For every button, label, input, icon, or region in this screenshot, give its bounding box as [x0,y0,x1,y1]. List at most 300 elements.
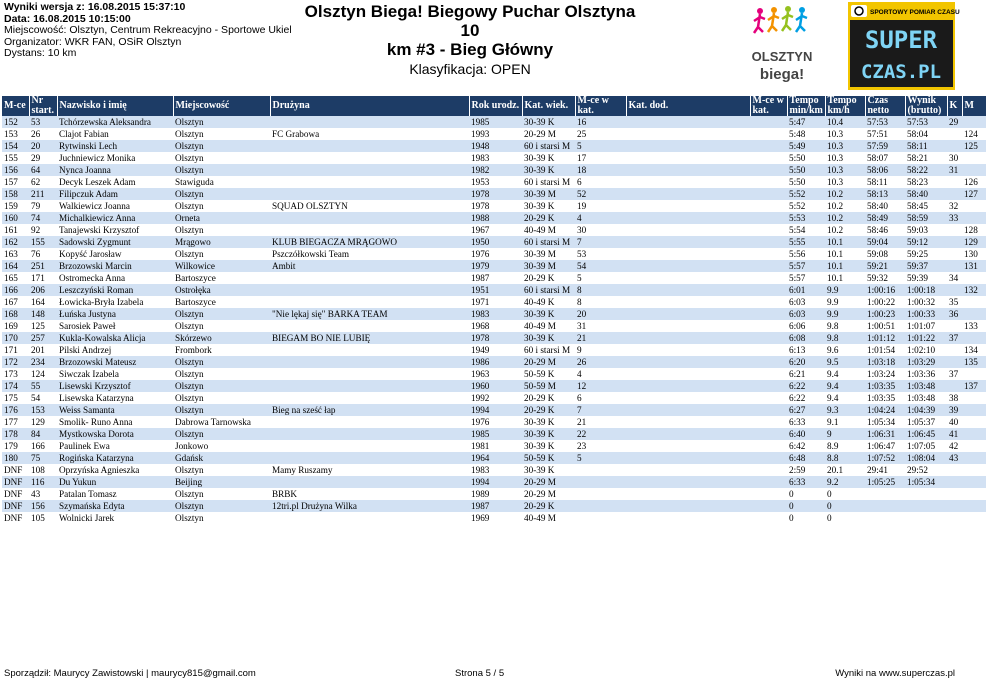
table-cell: Olsztyn [173,320,270,332]
table-cell: Olsztyn [173,164,270,176]
footer-page-number: Strona 5 / 5 [455,668,505,679]
table-cell: 30-39 K [522,464,575,476]
table-cell: 8.8 [825,452,865,464]
table-cell [962,116,986,128]
table-cell [270,140,469,152]
biega-logo-text: biega! [759,66,805,83]
table-cell: 40-49 M [522,224,575,236]
table-cell: 59:08 [865,248,905,260]
table-cell: 1:03:29 [905,356,947,368]
table-cell: 9.8 [825,332,865,344]
table-cell: 1983 [469,152,522,164]
table-row [2,164,986,176]
table-cell [626,296,750,308]
table-row [2,320,986,332]
table-cell: 8 [575,296,626,308]
table-cell: 1:06:45 [905,428,947,440]
table-cell [270,152,469,164]
table-cell: Smolik- Runo Anna [57,416,173,428]
table-cell: 52 [575,188,626,200]
table-cell: 20.1 [825,464,865,476]
table-cell: 1978 [469,200,522,212]
table-cell: 166 [2,284,29,296]
table-cell: Juchniewicz Monika [57,152,173,164]
table-cell: Olsztyn [173,308,270,320]
table-cell: Paulinek Ewa [57,440,173,452]
table-cell: 9.6 [825,344,865,356]
table-cell: 1:04:39 [905,404,947,416]
column-header: Rok urodz. [469,96,522,116]
table-cell: 1:00:33 [905,308,947,320]
table-cell [575,512,626,524]
table-cell: 21 [575,416,626,428]
table-cell: 59:03 [905,224,947,236]
event-info [4,2,292,60]
table-cell: 5:53 [787,212,825,224]
table-cell: Brzozowski Mateusz [57,356,173,368]
table-cell [750,332,787,344]
table-cell: 9.1 [825,416,865,428]
table-cell: 58:11 [865,176,905,188]
table-cell: Olsztyn [173,404,270,416]
table-cell [962,200,986,212]
table-cell: 20-29 M [522,488,575,500]
table-row [2,452,986,464]
table-cell: 5:57 [787,272,825,284]
table-cell: 1:03:48 [905,380,947,392]
table-cell: Decyk Leszek Adam [57,176,173,188]
table-cell: 0 [825,512,865,524]
table-cell: Kukla-Kowalska Alicja [57,332,173,344]
table-cell [626,320,750,332]
super-tagline: SPORTOWY POMIAR CZASU [870,9,960,16]
table-cell [270,116,469,128]
table-cell: 6:08 [787,332,825,344]
table-cell: 9.4 [825,368,865,380]
table-cell: FC Grabowa [270,128,469,140]
table-cell: 116 [29,476,57,488]
table-row [2,404,986,416]
table-cell: Mystkowska Dorota [57,428,173,440]
table-cell: 58:40 [905,188,947,200]
table-cell: 16 [575,116,626,128]
table-cell: Lisewska Katarzyna [57,392,173,404]
table-row [2,176,986,188]
table-cell: BIEGAM BO NIE LUBIĘ [270,332,469,344]
table-cell: 5:50 [787,164,825,176]
table-cell: 58:07 [865,152,905,164]
table-cell [626,284,750,296]
table-cell: 172 [2,356,29,368]
table-cell: 125 [962,140,986,152]
table-cell: 6:03 [787,308,825,320]
table-cell [962,428,986,440]
table-cell: 128 [962,224,986,236]
table-cell: 156 [2,164,29,176]
table-cell [750,296,787,308]
table-cell: 58:59 [905,212,947,224]
olsztyn-biega-logo [752,3,812,87]
table-cell: Filipczuk Adam [57,188,173,200]
table-cell: 1:07:05 [905,440,947,452]
table-cell: 148 [29,308,57,320]
table-cell: 5:52 [787,200,825,212]
table-cell: Tanajewski Krzysztof [57,224,173,236]
table-cell [750,392,787,404]
table-cell: 164 [29,296,57,308]
table-cell: 5:49 [787,140,825,152]
table-header-row [2,96,986,116]
table-cell [626,332,750,344]
table-cell: Ambit [270,260,469,272]
table-cell: 31 [575,320,626,332]
table-cell [962,440,986,452]
table-cell [270,416,469,428]
table-cell: 1:02:10 [905,344,947,356]
table-cell: BRBK [270,488,469,500]
table-cell: 176 [2,404,29,416]
table-cell: 168 [2,308,29,320]
table-cell: Kopyść Jarosław [57,248,173,260]
table-cell: 1:00:16 [865,284,905,296]
table-cell [270,164,469,176]
table-cell: 40-49 M [522,512,575,524]
table-cell: Olsztyn [173,116,270,128]
table-cell [962,368,986,380]
table-row [2,116,986,128]
table-cell: Walkiewicz Joanna [57,200,173,212]
table-cell: "Nie lękaj się" BARKA TEAM [270,308,469,320]
table-cell: 30-39 M [522,188,575,200]
table-cell: 1:06:47 [865,440,905,452]
table-cell [626,116,750,128]
table-cell: 1960 [469,380,522,392]
table-cell: Ostromecka Anna [57,272,173,284]
table-row [2,416,986,428]
table-cell: 133 [962,320,986,332]
table-cell: 154 [2,140,29,152]
table-cell [270,212,469,224]
table-row [2,212,986,224]
table-cell: Olsztyn [173,500,270,512]
table-cell [270,320,469,332]
table-cell: 2:59 [787,464,825,476]
table-cell: 5:54 [787,224,825,236]
table-cell: Brzozowski Marcin [57,260,173,272]
table-cell: 10.1 [825,260,865,272]
table-cell: 20-29 K [522,212,575,224]
table-cell: 153 [29,404,57,416]
table-cell [947,320,962,332]
table-cell [750,116,787,128]
table-cell: Wolnicki Jarek [57,512,173,524]
table-cell: Frombork [173,344,270,356]
table-cell: 50-59 K [522,368,575,380]
table-cell [962,512,986,524]
table-cell: 1951 [469,284,522,296]
table-cell: 20 [29,140,57,152]
table-row [2,356,986,368]
table-cell: 57:53 [865,116,905,128]
table-cell: 1:03:36 [905,368,947,380]
table-row [2,500,986,512]
table-cell: 36 [947,308,962,320]
table-cell: DNF [2,464,29,476]
table-cell: Szymańska Edyta [57,500,173,512]
table-cell: 58:04 [905,128,947,140]
table-cell: 159 [2,200,29,212]
table-cell: 1:03:35 [865,392,905,404]
table-cell [626,188,750,200]
table-cell: 59:12 [905,236,947,248]
table-cell [947,140,962,152]
table-cell: 1:00:22 [865,296,905,308]
table-cell: 1986 [469,356,522,368]
table-cell: Pilski Andrzej [57,344,173,356]
table-cell: Olsztyn [173,428,270,440]
table-cell: Olsztyn [173,224,270,236]
table-cell: 1969 [469,512,522,524]
table-cell: 134 [962,344,986,356]
table-cell: 20-29 M [522,128,575,140]
table-cell: 5:52 [787,188,825,200]
table-cell: 126 [962,176,986,188]
table-cell: 10.2 [825,200,865,212]
table-cell [905,488,947,500]
table-cell: 135 [962,356,986,368]
table-cell: 1948 [469,140,522,152]
table-cell: 9.4 [825,392,865,404]
table-cell [962,152,986,164]
table-cell: 178 [2,428,29,440]
table-cell: 9.2 [825,476,865,488]
table-cell [626,512,750,524]
table-cell [626,200,750,212]
table-cell: 9.5 [825,356,865,368]
table-cell: 21 [575,332,626,344]
table-cell: 6 [575,392,626,404]
table-cell: 10.3 [825,164,865,176]
table-row [2,308,986,320]
table-cell: 155 [2,152,29,164]
table-cell: 160 [2,212,29,224]
table-cell [750,200,787,212]
table-cell: 1:03:24 [865,368,905,380]
table-cell: 20 [575,308,626,320]
table-cell: 6:33 [787,476,825,488]
table-cell: Michalkiewicz Anna [57,212,173,224]
table-cell [575,464,626,476]
table-cell: 161 [2,224,29,236]
table-cell [626,128,750,140]
table-cell: 1:01:22 [905,332,947,344]
table-cell: 157 [2,176,29,188]
table-cell: 9.8 [825,320,865,332]
table-row [2,188,986,200]
table-cell: 1:07:52 [865,452,905,464]
table-cell: 1976 [469,416,522,428]
table-cell: Jonkowo [173,440,270,452]
table-cell [270,272,469,284]
table-cell [626,416,750,428]
table-cell: 0 [825,488,865,500]
table-cell [750,164,787,176]
table-cell: 30 [575,224,626,236]
table-cell: 170 [2,332,29,344]
table-cell [750,212,787,224]
table-cell: 29 [29,152,57,164]
table-cell: Ostrołęka [173,284,270,296]
table-cell [575,476,626,488]
table-cell [947,464,962,476]
table-cell: Bartoszyce [173,272,270,284]
table-cell: 58:22 [905,164,947,176]
table-cell: 1:05:25 [865,476,905,488]
table-cell: Olsztyn [173,512,270,524]
table-cell: 57:53 [905,116,947,128]
table-cell: 29 [947,116,962,128]
table-cell [626,488,750,500]
table-cell: 4 [575,368,626,380]
table-cell [962,332,986,344]
table-cell: Skórzewo [173,332,270,344]
table-cell: 12tri.pl Drużyna Wilka [270,500,469,512]
table-cell: Lisewski Krzysztof [57,380,173,392]
table-cell: Tchórzewska Aleksandra [57,116,173,128]
table-cell: 9.9 [825,308,865,320]
table-cell: 1985 [469,428,522,440]
table-cell: Patalan Tomasz [57,488,173,500]
table-cell [750,128,787,140]
table-cell: Orneta [173,212,270,224]
table-cell: 10.1 [825,248,865,260]
table-cell [750,416,787,428]
table-cell: DNF [2,488,29,500]
table-cell: 1994 [469,404,522,416]
table-cell: 5:55 [787,236,825,248]
table-cell: 60 i starsi M [522,344,575,356]
table-row [2,488,986,500]
table-cell: 10.1 [825,236,865,248]
table-cell: 1:04:24 [865,404,905,416]
table-cell: 9.4 [825,380,865,392]
table-cell: 20-29 M [522,476,575,488]
table-cell [947,488,962,500]
table-cell [750,440,787,452]
table-cell: 60 i starsi M [522,140,575,152]
table-cell: 158 [2,188,29,200]
table-cell [962,308,986,320]
table-cell: 40-49 K [522,296,575,308]
table-cell: 54 [29,392,57,404]
table-cell [865,500,905,512]
table-cell [270,188,469,200]
table-cell: 7 [575,236,626,248]
table-cell: Mamy Ruszamy [270,464,469,476]
table-cell: 58:49 [865,212,905,224]
table-cell: 0 [787,500,825,512]
table-row [2,476,986,488]
table-cell: 30-39 M [522,260,575,272]
table-cell [947,248,962,260]
table-cell: 169 [2,320,29,332]
table-cell: Nynca Joanna [57,164,173,176]
table-cell [626,452,750,464]
table-cell: 1971 [469,296,522,308]
table-cell: 6:22 [787,392,825,404]
table-cell [905,500,947,512]
table-cell: 1981 [469,440,522,452]
table-cell [626,344,750,356]
table-cell: 6:06 [787,320,825,332]
column-header: M [962,96,986,116]
table-cell [947,188,962,200]
event-date: Data: 16.08.2015 10:15:00 [4,12,131,25]
table-cell: 1967 [469,224,522,236]
table-cell: 1:06:31 [865,428,905,440]
table-cell [962,272,986,284]
table-cell [947,476,962,488]
table-cell: 59:32 [865,272,905,284]
table-cell: 59:21 [865,260,905,272]
table-cell: 1:01:54 [865,344,905,356]
table-cell: KLUB BIEGACZA MRĄGOWO [270,236,469,248]
table-cell [270,368,469,380]
table-row [2,428,986,440]
table-cell: 58:45 [905,200,947,212]
table-cell: 234 [29,356,57,368]
column-header: Kat. dod. [626,96,750,116]
table-cell [270,392,469,404]
table-row [2,332,986,344]
table-cell [270,356,469,368]
table-cell: 5:50 [787,176,825,188]
table-cell: 166 [29,440,57,452]
table-cell: 167 [2,296,29,308]
table-cell: 9 [825,428,865,440]
table-cell: Rytwinski Lech [57,140,173,152]
table-cell: 34 [947,272,962,284]
table-cell: 7 [575,404,626,416]
table-cell: 59:37 [905,260,947,272]
table-cell: 58:21 [905,152,947,164]
table-cell: 130 [962,248,986,260]
table-cell: 26 [575,356,626,368]
table-cell: 1:01:07 [905,320,947,332]
table-cell [270,476,469,488]
table-cell: 30-39 K [522,308,575,320]
table-cell: 23 [575,440,626,452]
table-cell [626,392,750,404]
table-cell: 131 [962,260,986,272]
table-cell: Sarosiek Paweł [57,320,173,332]
table-cell [270,344,469,356]
table-cell: 26 [29,128,57,140]
table-cell: 9.3 [825,404,865,416]
software-version: Wyniki wersja z: 16.08.2015 15:37:10 [4,1,186,13]
table-cell [626,356,750,368]
event-distance: Dystans: 10 km [4,47,77,59]
table-cell: Wilkowice [173,260,270,272]
table-cell: 74 [29,212,57,224]
table-cell: 10.4 [825,116,865,128]
table-cell: 17 [575,152,626,164]
table-cell [575,488,626,500]
table-cell: 175 [2,392,29,404]
column-header: Nazwisko i imię [57,96,173,116]
table-cell [947,500,962,512]
table-cell: Olsztyn [173,392,270,404]
